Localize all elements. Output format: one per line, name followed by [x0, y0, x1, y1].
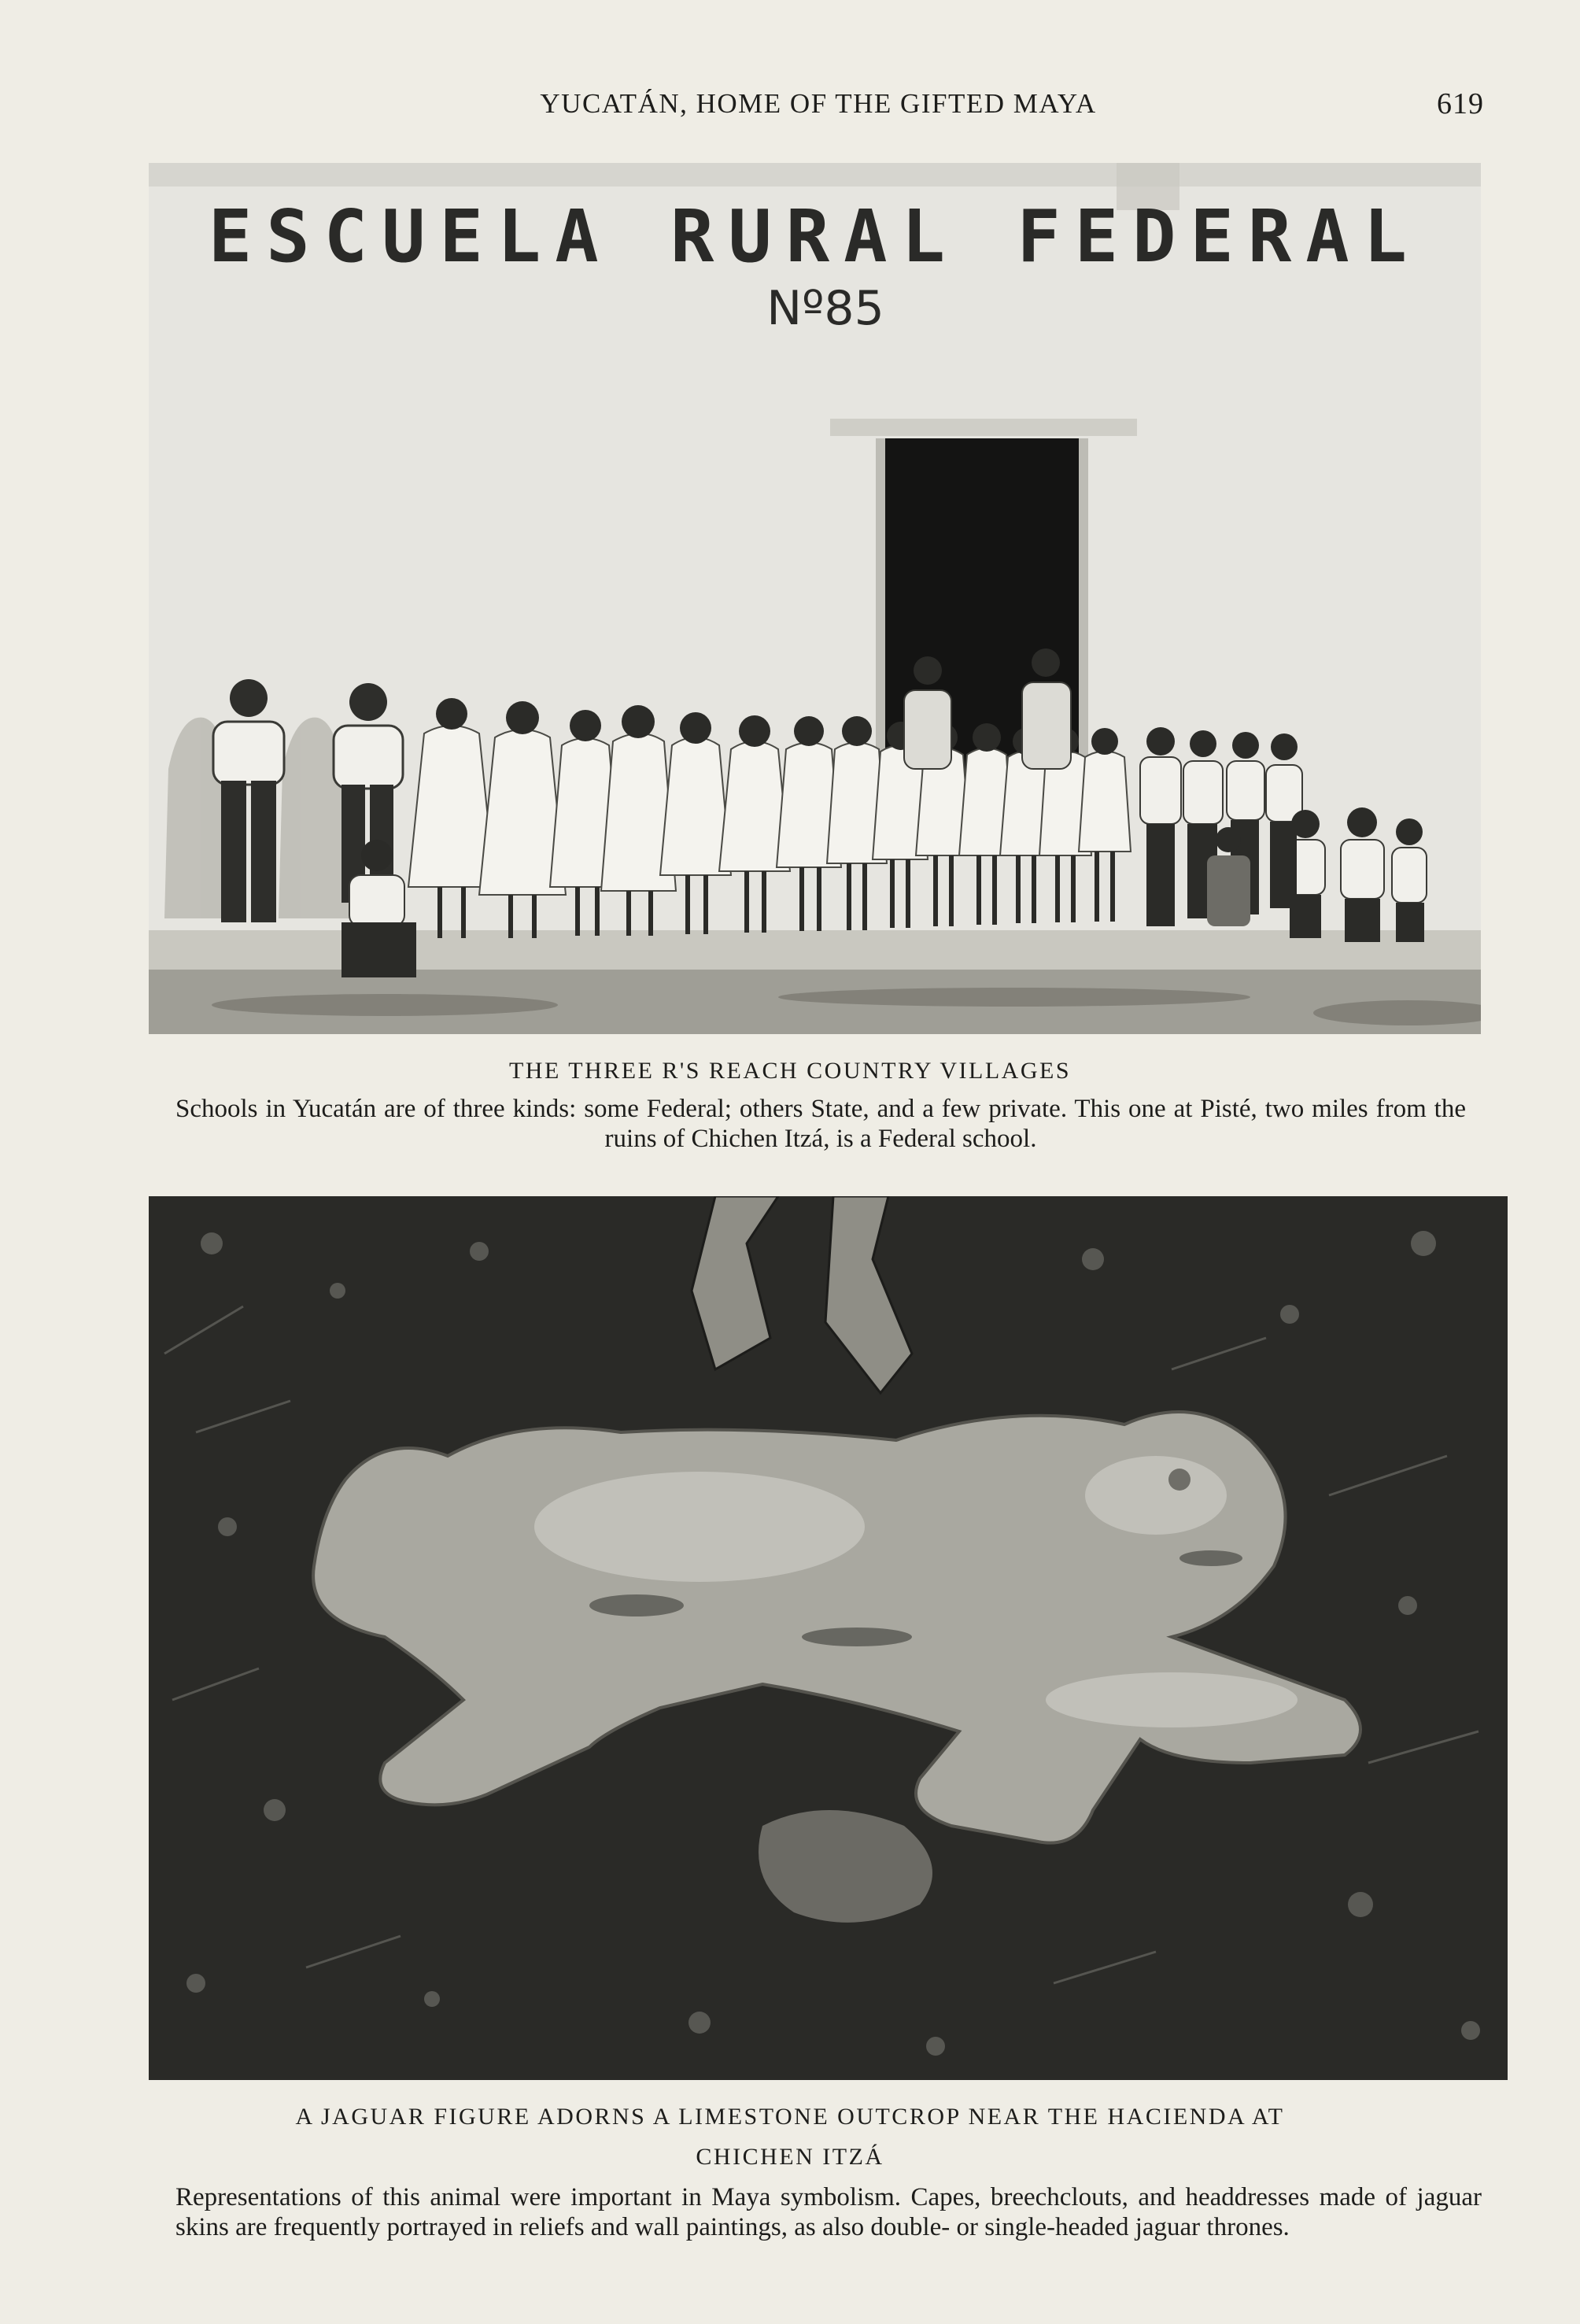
running-title: YUCATÁN, HOME OF THE GIFTED MAYA [540, 88, 1097, 119]
caption-2-body: Representations of this animal were important in Maya symbolism. Capes, breechclouts, and headdresses made of jaguar skins are frequently portrayed in reliefs and wall paintings, as also double- or single-headed jaguar thrones. [175, 2183, 1482, 2241]
jaguar-photo-scene [149, 1196, 1508, 2080]
caption-2-heading-line1: A JAGUAR FIGURE ADORNS A LIMESTONE OUTCROP NEAR THE HACIENDA AT [295, 2104, 1285, 2130]
school-sign-text: ESCUELA RURAL FEDERAL [208, 194, 1422, 279]
running-head [0, 85, 1580, 124]
caption-1-body: Schools in Yucatán are of three kinds: some Federal; others State, and a few private. This one at Pisté, two miles from the ruins of Chichen Itzá, is a Federal school. [175, 1095, 1466, 1153]
school-photo [149, 163, 1481, 1034]
caption-1-heading: THE THREE R'S REACH COUNTRY VILLAGES [508, 1058, 1072, 1084]
caption-2-heading-line2: CHICHEN ITZÁ [696, 2144, 884, 2170]
school-sign-number: Nº85 [766, 281, 884, 336]
jaguar-photo [149, 1196, 1508, 2080]
page-number: 619 [1437, 87, 1484, 120]
